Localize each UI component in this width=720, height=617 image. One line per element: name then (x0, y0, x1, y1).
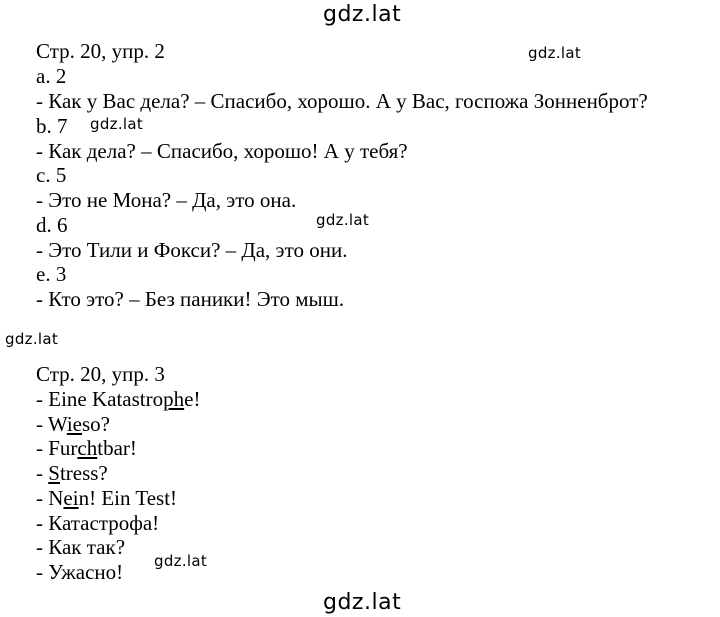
phrase-text: - (36, 461, 49, 485)
phrase-text: - Fur (36, 436, 78, 460)
watermark-bottom: gdz.lat (323, 590, 402, 615)
phrase-text: e! (184, 387, 201, 411)
answer-text-d: - Это Тили и Фокси? – Да, это они. (36, 238, 348, 262)
phrase-line (36, 461, 108, 485)
phrase-line (36, 436, 137, 460)
phrase-text: - Как так? (36, 535, 126, 559)
underlined-letters: ph (163, 387, 185, 411)
underlined-letters: ei (63, 486, 79, 510)
phrase-line (36, 535, 125, 559)
phrase-line (36, 486, 177, 510)
phrase-text: tress? (59, 461, 108, 485)
answer-text-b: - Как дела? – Спасибо, хорошо! А у тебя? (36, 139, 408, 163)
phrase-text: - W (36, 412, 67, 436)
watermark-top: gdz.lat (323, 2, 402, 27)
answer-label-a: a. 2 (36, 64, 67, 88)
answer-label-d: d. 6 (36, 213, 68, 237)
phrase-line (36, 387, 200, 411)
phrase-text: - N (36, 486, 64, 510)
phrase-text: so? (82, 412, 110, 436)
underlined-letters: S (48, 461, 60, 485)
answer-label-c: c. 5 (36, 163, 67, 187)
phrase-text: n! Ein Test! (78, 486, 178, 510)
answer-text-c: - Это не Мона? – Да, это она. (36, 188, 297, 212)
answer-label-e: e. 3 (36, 262, 67, 286)
answer-text-a: - Как у Вас дела? – Спасибо, хорошо. А у Вас, госпожа Зонненброт? (36, 89, 648, 113)
watermark-inline-1: gdz.lat (90, 115, 144, 133)
phrase-line (36, 560, 123, 584)
watermark-right: gdz.lat (528, 44, 582, 62)
phrase-text: - Ужасно! (36, 560, 124, 584)
phrase-line (36, 511, 159, 535)
phrase-line (36, 412, 110, 436)
section1-heading: Стр. 20, упр. 2 (36, 39, 165, 63)
watermark-inline-2: gdz.lat (316, 211, 370, 229)
section2-heading: Стр. 20, упр. 3 (36, 362, 165, 386)
watermark-inline-3: gdz.lat (154, 552, 208, 570)
watermark-left: gdz.lat (5, 330, 59, 348)
underlined-letters: ie (66, 412, 82, 436)
answer-text-e: - Кто это? – Без паники! Это мыш. (36, 287, 345, 311)
phrase-text: - Катастрофа! (36, 511, 160, 535)
phrase-text: - Eine Katastro (36, 387, 164, 411)
phrase-text: tbar! (97, 436, 137, 460)
underlined-letters: ch (77, 436, 98, 460)
answer-label-b: b. 7 (36, 114, 68, 138)
